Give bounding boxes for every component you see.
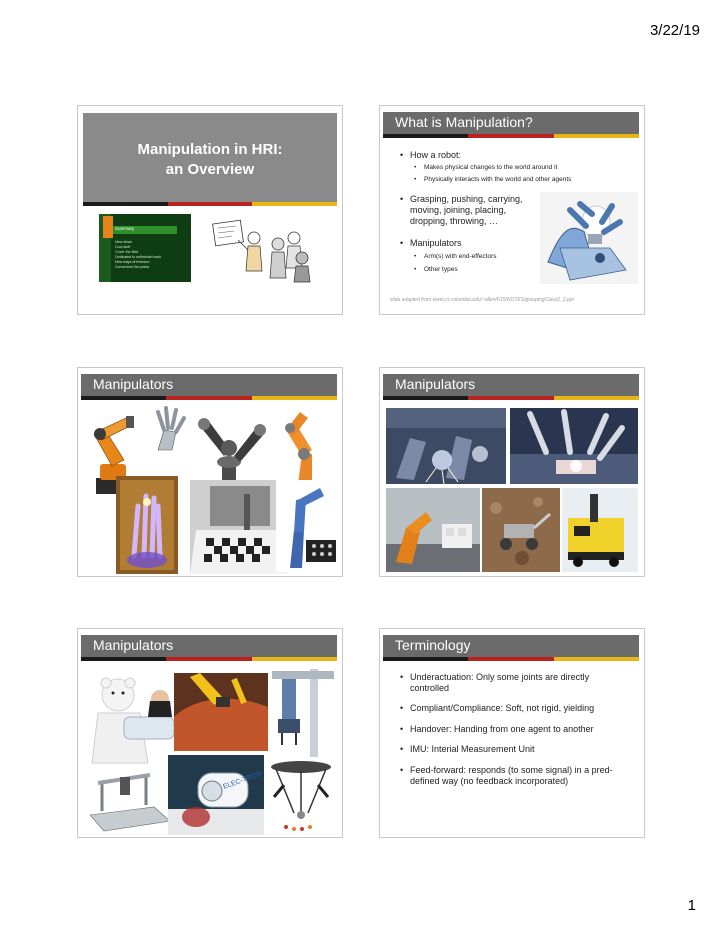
term-bullet: • Compliant/Compliance: Soft, not rigid, yielding (410, 703, 630, 714)
glowing-gripper-photo (116, 476, 178, 574)
slide-title: Manipulators (93, 376, 174, 392)
color-stripe (81, 657, 337, 661)
sub-bullet: • Other types (424, 266, 458, 274)
welding-robots-photo (386, 408, 506, 484)
bullet: • Grasping, pushing, carrying, moving, joining, placing, dropping, throwing, … (410, 194, 538, 227)
slide-title: Manipulators (395, 376, 476, 392)
slide-manipulators-industrial (379, 367, 645, 577)
inset-item: Cover the field (115, 250, 139, 254)
sub-bullet: • Physically interacts with the world and other agents (424, 176, 571, 184)
slide-title: What is Manipulation? (395, 114, 533, 130)
inset-list (115, 240, 161, 270)
sub-bullet: • Makes physical changes to the world around it (424, 164, 557, 172)
color-stripe (83, 202, 337, 206)
summary-slide-thumbnail (99, 214, 191, 282)
inset-item: Cool stuff (115, 245, 131, 249)
color-stripe (383, 134, 639, 138)
factory-line-photo (386, 488, 480, 572)
surgical-robot-photo (510, 408, 638, 484)
robot-hand-photo (150, 406, 190, 452)
title-line-1: Manipulation in HRI: (137, 141, 283, 158)
slide-title-bar (383, 374, 639, 396)
car-paint-robot-photo (174, 673, 268, 751)
blue-arm-photo (276, 480, 342, 572)
color-stripe (383, 396, 639, 400)
inset-item: New ways of freedom (115, 260, 150, 264)
elec-tron-gripper-photo (168, 755, 264, 835)
slide-title: Terminology (395, 637, 471, 653)
title-line-2: an Overview (165, 161, 255, 178)
term-bullet: • Feed-forward: responds (to some signal) in a pred-defined way (no feedback incorporated) (410, 765, 630, 787)
chess-robot-photo (190, 480, 288, 574)
mars-rover-photo (482, 488, 560, 572)
slide-source: slide adapted from www.cs.columbia.edu/~allen/F15/NOTES/graspingClass2_2.ppt (390, 297, 574, 303)
term-bullet: • IMU: Interial Measurement Unit (410, 744, 630, 755)
inset-item: Convenient list points (115, 265, 150, 269)
slide-manipulators-arms (77, 367, 343, 577)
bullet: • How a robot: (410, 150, 461, 161)
color-stripe (81, 396, 337, 400)
robot-hand-lightbulb-photo (540, 192, 638, 284)
inset-item: New ideas (115, 240, 132, 244)
xy-table-photo (84, 767, 172, 833)
page-number: 1 (687, 897, 696, 914)
slide-title-bar (81, 635, 337, 657)
presenter-cartoon (208, 216, 318, 284)
elec-tron-label: ELEC-TRON (222, 770, 263, 791)
term-bullet: • Handover: Handing from one agent to another (410, 724, 630, 735)
gantry-robot-photo (268, 665, 338, 769)
slide-title-bar (383, 635, 639, 657)
slide-title (77, 105, 343, 315)
slide-title-bar (383, 112, 639, 134)
slide-terminology (379, 628, 645, 838)
inset-heading: Summary (115, 226, 135, 231)
delta-robot-photo (264, 757, 338, 835)
bullet: • Manipulators (410, 238, 462, 249)
term-bullet: • Underactuation: Only some joints are directly controlled (410, 672, 620, 694)
slide-title-bar (81, 374, 337, 396)
inset-item: Dedicated to unfinished work (115, 255, 162, 259)
slide-what-is-manipulation (379, 105, 645, 315)
sub-bullet: • Arm(s) with end-effectors (424, 253, 496, 261)
title-block (83, 113, 337, 203)
page-date: 3/22/19 (649, 22, 700, 39)
yellow-mobile-robot-photo (562, 488, 638, 572)
color-stripe (383, 657, 639, 661)
slide-title: Manipulators (93, 637, 174, 653)
slide-manipulators-assorted (77, 628, 343, 838)
